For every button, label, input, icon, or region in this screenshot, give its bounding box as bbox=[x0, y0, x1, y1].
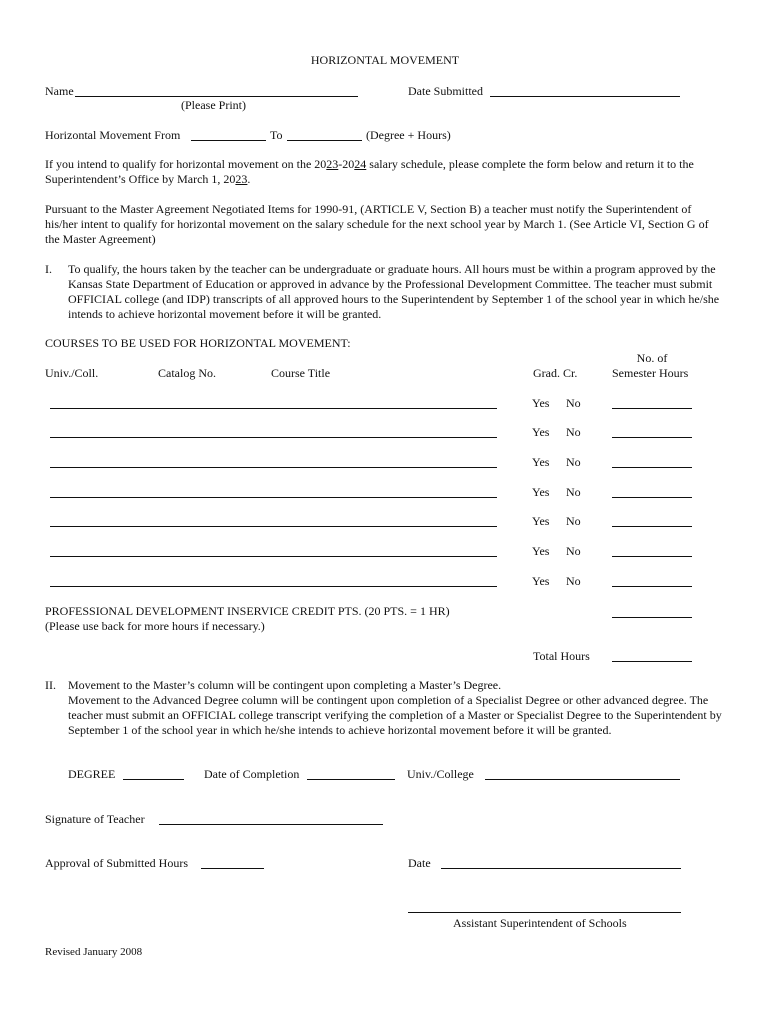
course-row-7-no[interactable]: No bbox=[566, 574, 581, 588]
pursuant-paragraph: Pursuant to the Master Agreement Negotiated Items for 1990-91, (ARTICLE V, Section B) a teacher must notify the Superintendent of his/her intent to qualify for horizontal movement on the salary schedule for the next school year by March 1. (See Article VI, Section G of the Master Agreement) bbox=[45, 202, 709, 246]
name-field[interactable] bbox=[75, 96, 358, 97]
course-row-4-line[interactable] bbox=[50, 497, 497, 498]
signature-field[interactable] bbox=[159, 824, 383, 825]
section-one-numeral: I. bbox=[45, 262, 52, 276]
course-row-4-hours[interactable] bbox=[612, 497, 692, 498]
course-row-1-yes[interactable]: Yes bbox=[532, 396, 550, 410]
course-row-7-hours[interactable] bbox=[612, 586, 692, 587]
course-row-6-line[interactable] bbox=[50, 556, 497, 557]
course-row-1-no[interactable]: No bbox=[566, 396, 581, 410]
approval-field[interactable] bbox=[201, 868, 264, 869]
course-row-2-yes[interactable]: Yes bbox=[532, 425, 550, 439]
assistant-superintendent-signature[interactable] bbox=[408, 912, 681, 913]
course-row-7-line[interactable] bbox=[50, 586, 497, 587]
date-submitted-label: Date Submitted bbox=[408, 84, 483, 98]
total-hours-label: Total Hours bbox=[533, 649, 590, 663]
revised-note: Revised January 2008 bbox=[45, 946, 143, 958]
approval-date-field[interactable] bbox=[441, 868, 681, 869]
course-row-4-yes[interactable]: Yes bbox=[532, 485, 550, 499]
course-row-3-line[interactable] bbox=[50, 467, 497, 468]
date-of-completion-label: Date of Completion bbox=[204, 767, 300, 781]
univ-college-field[interactable] bbox=[485, 779, 680, 780]
section-two-p2: Movement to the Advanced Degree column will be contingent upon completion of a Specialist Degree or other advanced degree. The teacher must submit an OFFICIAL college transcript verifying the completion of a Master or Specialist Degree to the Superintendent by September 1 of the school year in which he/she intends to achieve horizontal movement before it will be granted. bbox=[68, 693, 722, 737]
course-row-6-hours[interactable] bbox=[612, 556, 692, 557]
course-row-5-line[interactable] bbox=[50, 526, 497, 527]
course-row-6-yes[interactable]: Yes bbox=[532, 544, 550, 558]
col-grad-cr: Grad. Cr. bbox=[533, 366, 578, 380]
total-hours-field[interactable] bbox=[612, 661, 692, 662]
course-row-5-yes[interactable]: Yes bbox=[532, 514, 550, 528]
course-row-2-no[interactable]: No bbox=[566, 425, 581, 439]
approval-date-label: Date bbox=[408, 856, 431, 870]
course-row-6-no[interactable]: No bbox=[566, 544, 581, 558]
course-row-1-hours[interactable] bbox=[612, 408, 692, 409]
courses-heading: COURSES TO BE USED FOR HORIZONTAL MOVEMENT: bbox=[45, 336, 351, 350]
col-hours-line1: No. of bbox=[636, 351, 668, 365]
movement-to-label: To bbox=[270, 128, 283, 142]
course-row-2-line[interactable] bbox=[50, 437, 497, 438]
course-row-4-no[interactable]: No bbox=[566, 485, 581, 499]
course-row-7-yes[interactable]: Yes bbox=[532, 574, 550, 588]
section-two-p1: Movement to the Master’s column will be contingent upon completing a Master’s Degree. bbox=[68, 678, 502, 692]
course-row-5-no[interactable]: No bbox=[566, 514, 581, 528]
approval-label: Approval of Submitted Hours bbox=[45, 856, 188, 870]
date-of-completion-field[interactable] bbox=[307, 779, 395, 780]
col-catalog: Catalog No. bbox=[158, 366, 216, 380]
pd-credit-note: (Please use back for more hours if necessary.) bbox=[45, 619, 265, 633]
section-two-numeral: II. bbox=[45, 678, 56, 692]
signature-label: Signature of Teacher bbox=[45, 812, 145, 826]
pd-credit-hours[interactable] bbox=[612, 617, 692, 618]
course-row-2-hours[interactable] bbox=[612, 437, 692, 438]
degree-label: DEGREE bbox=[68, 767, 116, 781]
assistant-superintendent-label: Assistant Superintendent of Schools bbox=[453, 916, 627, 930]
movement-from-field[interactable] bbox=[191, 140, 266, 141]
course-row-1-line[interactable] bbox=[50, 408, 497, 409]
please-print-note: (Please Print) bbox=[181, 98, 246, 112]
pd-credit-label: PROFESSIONAL DEVELOPMENT INSERVICE CREDIT PTS. (20 PTS. = 1 HR) bbox=[45, 604, 450, 618]
movement-to-field[interactable] bbox=[287, 140, 362, 141]
col-course-title: Course Title bbox=[271, 366, 331, 380]
section-one-text: To qualify, the hours taken by the teacher can be undergraduate or graduate hours. All hours must be within a program approved by the Kansas State Department of Education or approved in advance by the Professional Development Committee. The teacher must submit OFFICIAL college (and IDP) transcripts of all approved hours to the Superintendent by September 1 of the school year in which he/she intends to achieve horizontal movement before it will be granted. bbox=[68, 262, 720, 321]
col-hours-line2: Semester Hours bbox=[612, 366, 689, 380]
date-submitted-field[interactable] bbox=[490, 96, 680, 97]
name-label: Name bbox=[45, 84, 74, 98]
degree-field[interactable] bbox=[123, 779, 184, 780]
univ-college-label: Univ./College bbox=[407, 767, 474, 781]
movement-from-label: Horizontal Movement From bbox=[45, 128, 181, 142]
course-row-3-hours[interactable] bbox=[612, 467, 692, 468]
movement-suffix: (Degree + Hours) bbox=[366, 128, 451, 142]
form-title: HORIZONTAL MOVEMENT bbox=[310, 53, 460, 67]
course-row-3-yes[interactable]: Yes bbox=[532, 455, 550, 469]
col-univ: Univ./Coll. bbox=[45, 366, 99, 380]
course-row-3-no[interactable]: No bbox=[566, 455, 581, 469]
intro-paragraph: If you intend to qualify for horizontal movement on the 2023-2024 salary schedule, please complete the form below and return it to the Superintendent’s Office by March 1, 2023. bbox=[45, 157, 694, 186]
course-row-5-hours[interactable] bbox=[612, 526, 692, 527]
